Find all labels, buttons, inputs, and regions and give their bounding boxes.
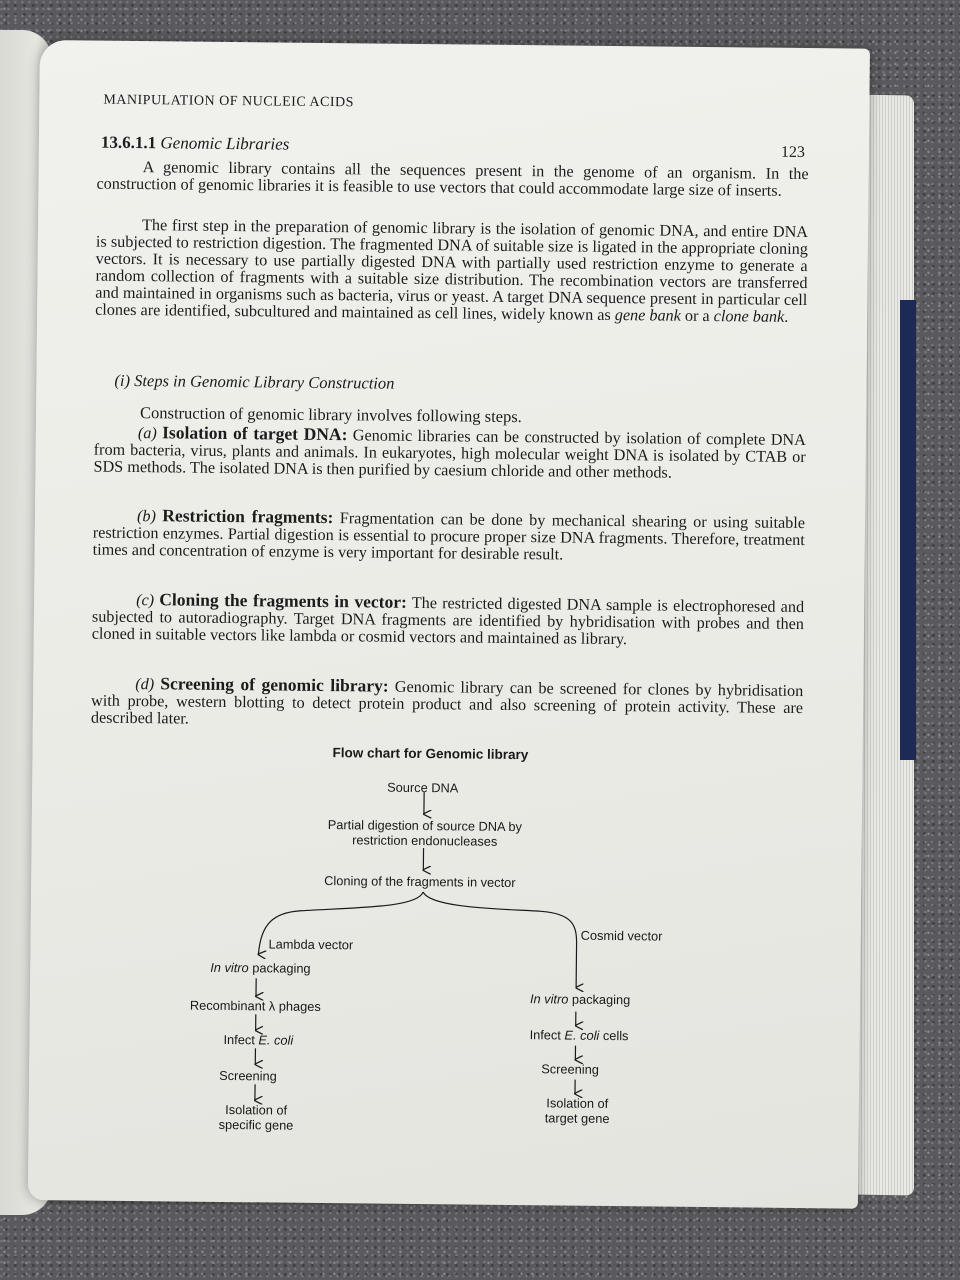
flowchart-right-packaging: [530, 991, 630, 1007]
paragraph-first-step-text: The first step in the preparation of genomic library is the isolation of genomic DNA, and entire DNA is subjected to restriction digestion. The fragmented DNA of suitable size is ligated in the appropriate cloning vectors. It is necessary to use partially digested DNA with partially used restriction enzyme to generate a random collection of fragments with a suitable size distribution. The recombination vectors are transferred and maintained in organisms such as bacteria, virus or yeast. A target DNA sequence present in particular cell clones are identified, subcultured and maintained as cell lines, widely known as: [95, 216, 809, 325]
flowchart-right-packaging-em: In vitro: [529, 991, 569, 1007]
flowchart: [178, 740, 702, 1145]
flowchart-left-screening: Screening: [219, 1067, 277, 1084]
step-c-title: Cloning the fragments in vector:: [159, 589, 408, 612]
flowchart-right-isolation-line2: target gene: [544, 1110, 610, 1127]
paragraph-intro: A genomic library contains all the sequences present in the genome of an organism. In the construction of genomic libraries it is feasible to use vectors that could accommodate large size of inserts.: [96, 158, 809, 200]
flowchart-recombinant-phages: Recombinant λ phages: [189, 997, 321, 1014]
step-d: [91, 675, 804, 734]
flowchart-title: Flow chart for Genomic library: [332, 745, 529, 763]
steps-intro: Construction of genomic library involves following steps.: [140, 403, 522, 427]
step-c-letter: (c): [136, 591, 155, 610]
running-head: MANIPULATION OF NUCLEIC ACIDS: [103, 92, 355, 111]
step-d-text: Genomic library can be screened for clones by hybridisation with probe, western blotting to detect protein product and also screening of protein activity. These are described later.: [90, 677, 804, 728]
flowchart-left-packaging: [210, 960, 310, 976]
step-b-title: Restriction fragments:: [162, 505, 334, 528]
flowchart-left-packaging-em: In vitro: [210, 959, 249, 976]
arrow-branch-right: [422, 892, 577, 988]
flowchart-right-infect-end: cells: [599, 1027, 629, 1044]
step-c: [92, 591, 805, 650]
flowchart-lambda-vector: Lambda vector: [268, 936, 354, 953]
flowchart-digestion-line2: restriction endonucleases: [352, 832, 498, 849]
flowchart-left-infect-em: E. coli: [258, 1032, 294, 1048]
section-number: 13.6.1.1: [100, 132, 157, 153]
flowchart-left-infect-text: Infect: [223, 1031, 259, 1048]
flowchart-digestion-line1: Partial digestion of source DNA by: [327, 817, 523, 835]
paragraph-first-step: [95, 217, 808, 326]
term-clone-bank: clone bank: [713, 307, 785, 326]
section-heading: [101, 133, 290, 155]
flowchart-cosmid-vector: Cosmid vector: [580, 927, 663, 944]
flowchart-source-dna: Source DNA: [387, 779, 459, 796]
flowchart-left-infect: [223, 1032, 293, 1048]
step-a-title: Isolation of target DNA:: [162, 422, 348, 445]
flowchart-right-isolation-line1: Isolation of: [546, 1095, 609, 1112]
flowchart-left-isolation: [219, 1102, 294, 1133]
flowchart-right-isolation: [545, 1095, 610, 1126]
step-a-text: Genomic libraries can be constructed by isolation of complete DNA from bacteria, virus, plants and animals. In eukaryotes, high molecular weight DNA is isolated by CTAB or SDS methods. The isolated DNA is then purified by caesium chloride and other methods.: [93, 426, 806, 482]
term-gene-bank: gene bank: [614, 306, 681, 325]
flowchart-digestion: [328, 817, 522, 849]
book-page: [28, 40, 870, 1209]
paragraph-connector: or a: [680, 306, 714, 326]
step-d-letter: (d): [135, 675, 155, 694]
section-title: Genomic Libraries: [160, 133, 290, 154]
flowchart-left-isolation-line2: specific gene: [218, 1116, 294, 1133]
flowchart-left-isolation-line1: Isolation of: [225, 1101, 288, 1118]
step-b: [93, 507, 806, 566]
flowchart-right-packaging-text: packaging: [568, 991, 631, 1008]
flowchart-right-screening: Screening: [541, 1061, 599, 1077]
step-d-title: Screening of genomic library:: [160, 673, 389, 696]
step-b-letter: (b): [136, 507, 156, 526]
step-a: [93, 424, 806, 483]
step-b-text: Fragmentation can be done by mechanical shearing or using suitable restriction enzymes. Partial digestion is essential to procure proper size DNA fragments. Therefore, treatment times and concentration of enzyme is very important for desirable result.: [92, 509, 806, 564]
flowchart-left-packaging-text: packaging: [248, 960, 311, 976]
page-number: 123: [780, 143, 805, 162]
flowchart-cloning: Cloning of the fragments in vector: [324, 873, 516, 891]
step-c-text: The restricted digested DNA sample is electrophoresed and subjected to autoradiography. Target DNA fragments are identified by hybridisation with probes and then cloned in suitable vectors like lambda or cosmid vectors and maintained as library.: [91, 593, 805, 649]
book-cover-edge: [900, 300, 916, 760]
step-a-letter: (a): [137, 424, 157, 443]
flowchart-right-infect: [530, 1027, 629, 1043]
paragraph-end: .: [784, 307, 789, 326]
steps-heading: (i) Steps in Genomic Library Construction: [114, 370, 395, 393]
flowchart-right-infect-text: Infect: [529, 1027, 565, 1043]
flowchart-right-infect-em: E. coli: [564, 1027, 600, 1043]
